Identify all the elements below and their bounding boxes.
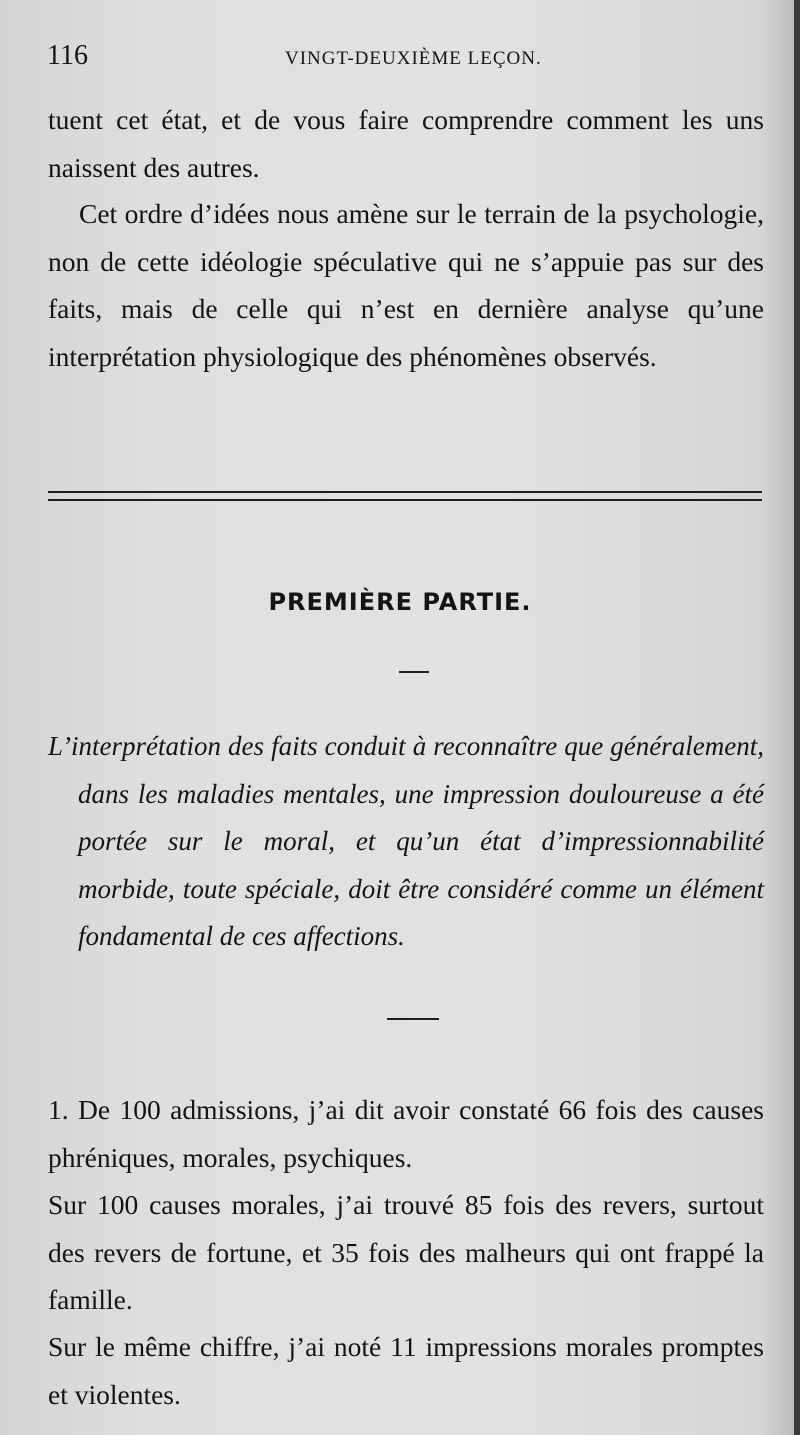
running-head [47, 40, 767, 80]
page-edge [794, 0, 800, 1435]
paragraph-moral-causes: Sur 100 causes morales, j’ai trouvé 85 fois des revers, surtout des revers de fortune, et 35 fois des malheurs qui ont frappé la famille. [48, 1189, 764, 1315]
part-summary: L’interprétation des faits conduit à reconnaître que généralement, dans les maladies mentales, une impression douloureuse a été portée sur le moral, et qu’un état d’impressionnabilité morbide, toute spéciale, doit être considéré comme un élément fondamental de ces affections. [48, 731, 764, 951]
paragraph-continuation: tuent cet état, et de vous faire comprendre comment les uns naissent des autres. [48, 104, 764, 183]
paragraph-impressions: Sur le même chiffre, j’ai noté 11 impressions morales promptes et violentes. [48, 1331, 764, 1410]
paragraph-admissions: 1. De 100 admissions, j’ai dit avoir constaté 66 fois des causes phréniques, morales, psychiques. [48, 1094, 764, 1173]
page-number: 116 [47, 40, 88, 71]
heading-dash [399, 671, 429, 673]
part-heading: PREMIÈRE PARTIE. [268, 588, 532, 616]
summary-dash [387, 1018, 439, 1020]
paragraph-psychology: Cet ordre d’idées nous amène sur le terrain de la psychologie, non de cette idéologie spéculative qui ne s’appuie pas sur des faits, mais de celle qui n’est en dernière analyse qu’une interprétation physiologique des phénomènes observés. [48, 198, 764, 372]
section-divider [48, 491, 762, 501]
running-title: VINGT-DEUXIÈME LEÇON. [285, 48, 542, 69]
